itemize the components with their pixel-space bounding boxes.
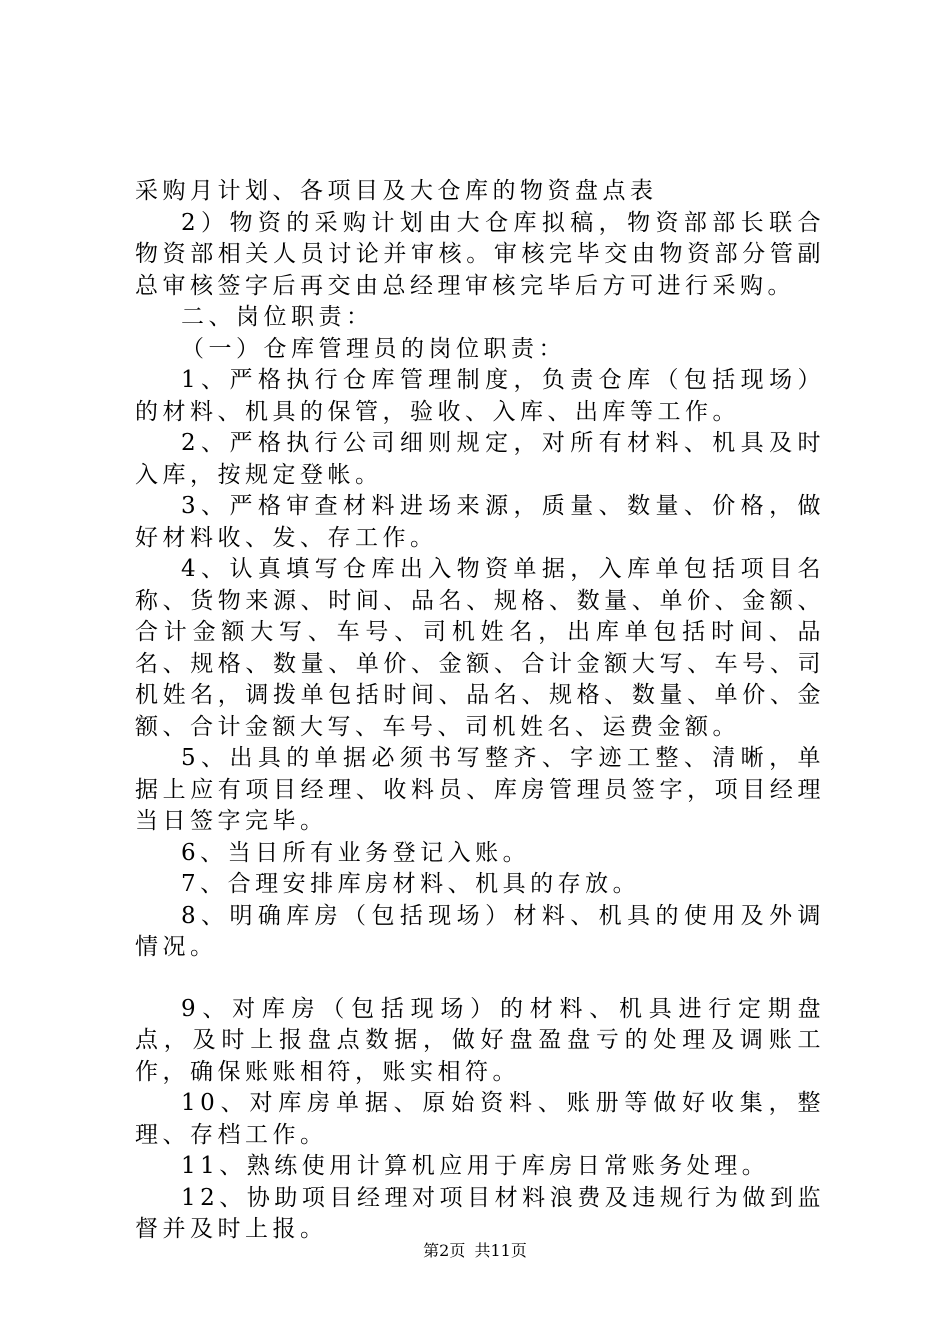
duty-item-9: 9、对库房（包括现场）的材料、机具进行定期盘点，及时上报盘点数据，做好盘盈盘亏的处理及调账工作，确保账账相符，账实相符。 [135,995,825,1085]
section-heading-duties: 二、岗位职责： [181,304,374,330]
duty-item-3: 3、严格审查材料进场来源，质量、数量、价格，做好材料收、发、存工作。 [135,493,825,551]
duty-item-6: 6、当日所有业务登记入账。 [181,839,531,866]
duty-item-7: 7、合理安排库房材料、机具的存放。 [181,871,641,897]
paragraph-procurement-plan: 2）物资的采购计划由大仓库拟稿，物资部部长联合物资部相关人员讨论并审核。审核完毕交由物资部分管副总审核签字后再交由总经理审核完毕后方可进行采购。 [135,209,825,299]
paragraph-intro: 采购月计划、各项目及大仓库的物资盘点表 [135,178,658,204]
duty-item-12: 12、协助项目经理对项目材料浪费及违规行为做到监督并及时上报。 [135,1184,825,1242]
duty-item-2: 2、严格执行公司细则规定，对所有材料、机具及时入库，按规定登帐。 [135,430,825,488]
duty-item-1: 1、严格执行仓库管理制度，负责仓库（包括现场）的材料、机具的保管，验收、入库、出库等工作。 [135,367,825,425]
page-footer [0,1238,950,1261]
subsection-heading-warehouse-keeper: （一）仓库管理员的岗位职责： [181,335,566,362]
paragraph-spacer [135,964,825,994]
duty-item-8: 8、明确库房（包括现场）材料、机具的使用及外调情况。 [135,902,825,960]
duty-item-5: 5、出具的单据必须书写整齐、字迹工整、清晰，单据上应有项目经理、收料员、库房管理员签字，项目经理当日签字完毕。 [135,745,825,834]
page-total: 共11页 [474,1241,527,1260]
page-number: 第2页 [423,1241,466,1260]
duty-item-10: 10、对库房单据、原始资料、账册等做好收集，整理、存档工作。 [135,1090,825,1148]
duty-item-11: 11、熟练使用计算机应用于库房日常账务处理。 [181,1153,770,1179]
document-body [135,176,825,1246]
duty-item-4: 4、认真填写仓库出入物资单据，入库单包括项目名称、货物来源、时间、品名、规格、数量、单价、金额、合计金额大写、车号、司机姓名，出库单包括时间、品名、规格、数量、单价、金额、合计金额大写、车号、司机姓名，调拨单包括时间、品名、规格、数量、单价、金额、合计金额大写、车号、司机姓名、运费金额。 [135,556,825,740]
